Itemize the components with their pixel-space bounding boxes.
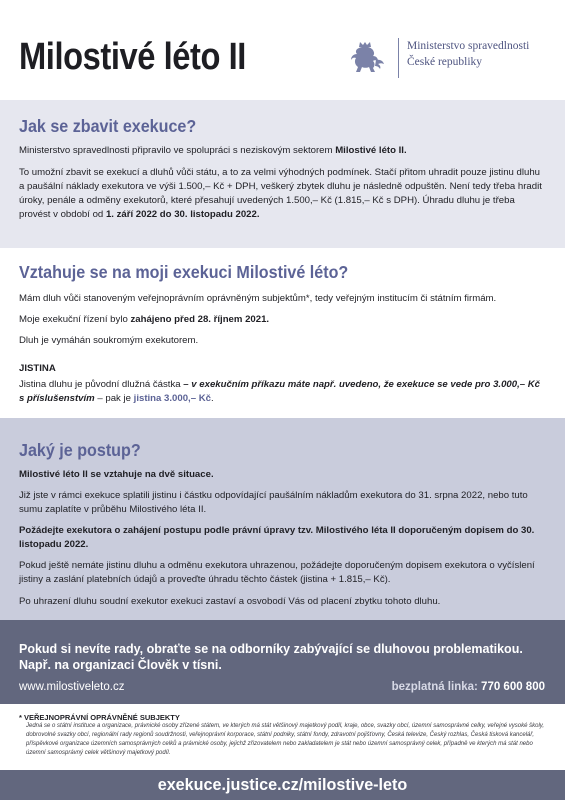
intro-text: Ministerstvo spravedlnosti připravilo ve spolupráci s neziskovým sektorem [19,145,336,156]
eligibility-item-2-bold: zahájeno před 28. říjnem 2021. [130,314,270,325]
url-bar [0,770,565,800]
jistina-text-2: – pak je [94,393,134,404]
section-procedure [0,418,565,620]
section-eligibility [0,248,565,418]
jistina-paragraph [19,378,546,406]
page-header [0,0,565,100]
website-link[interactable]: www.milostiveleto.cz [19,681,125,693]
footnote-section [0,704,565,770]
eligibility-item-2-text: Moje exekuční řízení bylo [19,314,131,325]
intro-bold: Milostivé léto II. [335,145,407,156]
hotline[interactable] [392,681,545,693]
jistina-label: JISTINA [19,363,56,374]
section-heading: Jak se zbavit exekuce? [19,116,197,136]
procedure-intro: Milostivé léto II se vztahuje na dvě situace. [19,469,214,480]
ministry-line1: Ministerstvo spravedlnosti [407,40,530,52]
eligibility-item-3: Dluh je vymáhán soukromým exekutorem. [19,335,199,346]
ministry-line2: České republiky [407,56,483,68]
section-heading: Vztahuje se na moji exekuci Milostivé léto? [19,262,349,282]
eligibility-item-2 [19,313,546,327]
intro-paragraph [19,144,546,158]
jistina-end: . [210,393,214,404]
procedure-case-2: Pokud ještě nemáte jistinu dluhu a odměnu exekutora uhrazenou, požádejte doporučeným dopisem exekutora o vyčíslení jistiny a zaslání platebních údajů a proveďte úhradu těchto částek (jistina + 1.815,– Kč). [19,560,535,585]
help-text: Pokud si nevíte rady, obraťte se na odborníky zabývající se dluhovou problematikou. Např. na organizaci Člověk v tísni. [19,642,523,672]
procedure-result: Po uhrazení dluhu soudní exekutor exekuci zastaví a osvobodí Vás od placení zbytku tohoto dluhu. [19,596,441,607]
hotline-number[interactable]: 770 600 800 [481,681,545,693]
jistina-text: Jistina dluhu je původní dlužná částka [19,379,184,390]
eligibility-item-1: Mám dluh vůči stanoveným veřejnoprávním oprávněným subjektům*, tedy veřejným institucím či státním firmám. [19,293,497,304]
conditions-dates: 1. září 2022 do 30. listopadu 2022. [105,209,260,220]
ministry-name [407,38,529,70]
hotline-label: bezplatná linka: [391,681,482,693]
page-title: Milostivé léto II [19,36,246,78]
footnote-text: Jedná se o státní instituce a organizace, právnické osoby zřízené státem, ve kterých má stát většinový majetkový podíl, kraje, obce, svazky obcí, územní samosprávné celky, veřejné vysoké školy, dobrovolné svazky obcí, regionální rady regionů soudržnosti, veřejnoprávní korporace, státní podniky, státní fondy, zdravotní pojišťovny, Česká televize, Český rozhlas, Česká tisková kancelář, příspěvkové organizace územních samosprávných celků a právnické osoby, jejichž zřizovatelem nebo zakladatelem je stát nebo územní samosprávný celek, případně ve kterých má stát nebo územní samosprávný celek většinový majetkový podíl. [26,723,545,756]
help-band [0,620,565,704]
jistina-example: – v exekučním příkazu máte např. uvedeno, že exekuce se vede pro 3.000,– Kč s příslušenstvím [19,379,541,404]
conditions-text: To umožní zbavit se exekucí a dluhů vůči státu, a to za velmi výhodných podmínek. Stačí přitom uhradit pouze jistinu dluhu a paušální náklady exekutora ve výši 1.500,– Kč + DPH, veškerý zbytek dluhu je následně odpuštěn. Není tedy třeba hradit úroky, penále a odměny exekutorů, které přesahují uvedených 1.500,– Kč (1.815,– Kč s DPH). Úhradu dluhu je třeba provést v období od [19,167,542,220]
section-how-to-get-rid [0,100,565,248]
section-heading: Jaký je postup? [19,440,141,460]
czech-lion-icon [346,38,390,78]
logo-divider [398,38,399,78]
jistina-amount: jistina 3.000,– Kč [133,393,211,404]
footnote-title: * VEŘEJNOPRÁVNÍ OPRÁVNĚNÉ SUBJEKTY [19,713,180,722]
conditions-paragraph [19,166,546,222]
procedure-case-1: Již jste v rámci exekuce splatili jistinu i částku odpovídající paušálním nákladům exekutora do 31. srpna 2022, nebo tuto sumu zaplatíte v průběhu Milostivého léta II. [19,490,528,515]
procedure-case-1-action: Požádejte exekutora o zahájení postupu podle právní úpravy tzv. Milostivého léta II doporučeným dopisem do 30. listopadu 2022. [19,525,535,550]
bottom-url-link[interactable]: exekuce.justice.cz/milostive-leto [157,775,408,794]
ministry-logo [346,38,529,78]
